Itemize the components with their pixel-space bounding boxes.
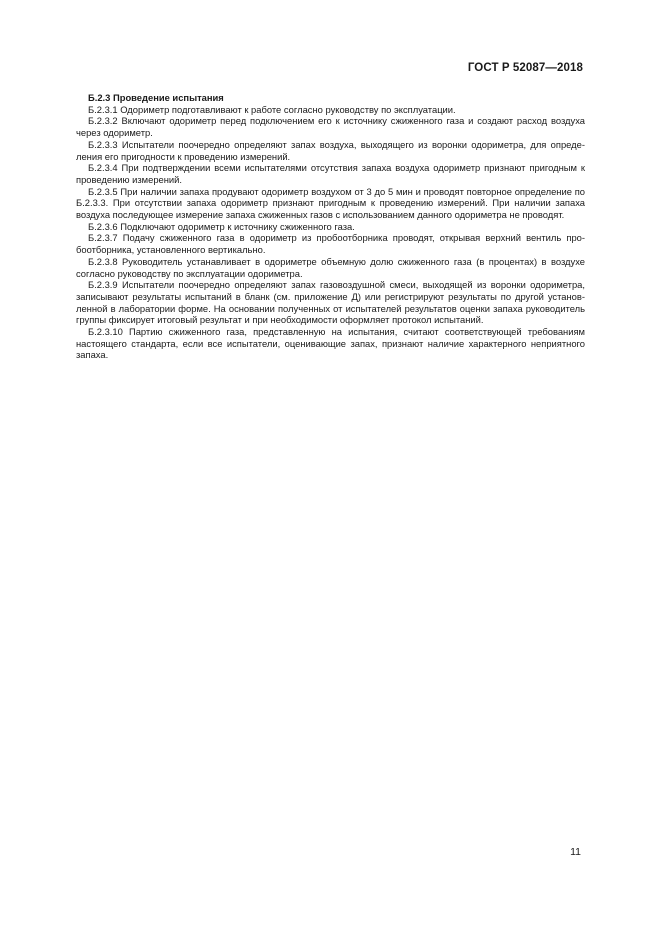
paragraph: Б.2.3.3 Испытатели поочередно определяют запах воздуха, выходящего из воронки одориметра, для определения его пригодности к проведению измерений. (76, 138, 585, 162)
page-number: 11 (570, 846, 581, 858)
paragraph: Б.2.3.10 Партию сжиженного газа, представленную на испытания, считают соответствующей требованиям настоящего стандарта, если все испытатели, оценивающие запах, признают наличие характерного неприятного запаха. (76, 326, 585, 361)
paragraph: Б.2.3.8 Руководитель устанавливает в одориметре объемную долю сжиженного газа (в процентах) в воздухе согласно руководству по эксплуатации одориметра. (76, 255, 585, 279)
paragraph: Б.2.3.7 Подачу сжиженного газа в одориметр из пробоотборника проводят, открывая верхний вентиль пробоотборника, установленного вертикально. (76, 232, 585, 256)
paragraph: Б.2.3.5 При наличии запаха продувают одориметр воздухом от 3 до 5 мин и проводят повторное определение по Б.2.3.3. При отсутствии запаха одориметр признают пригодным к проведению измерений. При наличии запаха воздуха последующее измерение запаха сжиженных газов с использованием данного одориметра не проводят. (76, 185, 585, 221)
section-content (76, 92, 585, 361)
section-title: Б.2.3 Проведение испытания (88, 92, 224, 103)
paragraph: Б.2.3.1 Одориметр подготавливают к работе согласно руководству по эксплуатации. (88, 103, 456, 115)
paragraph: Б.2.3.2 Включают одориметр перед подключением его к источнику сжиженного газа и создают расход воздуха через одориметр. (76, 115, 585, 139)
paragraph: Б.2.3.4 При подтверждении всеми испытателями отсутствия запаха воздуха одориметр признают пригодным к проведению измерений. (76, 162, 585, 185)
paragraph: Б.2.3.9 Испытатели поочередно определяют запах газовоздушной смеси, выходящей из воронки одориметра, записывают результаты испытаний в бланк (см. приложение Д) или регистрируют результаты по другой установленной в лаборатории форме. На основании полученных от испытателей результатов оценки запаха руководитель группы фиксирует итоговый результат и при необходимости оформляет протокол испытаний. (76, 279, 585, 326)
document-code-header: ГОСТ Р 52087—2018 (467, 62, 583, 74)
paragraph: Б.2.3.6 Подключают одориметр к источнику сжиженного газа. (88, 220, 355, 232)
